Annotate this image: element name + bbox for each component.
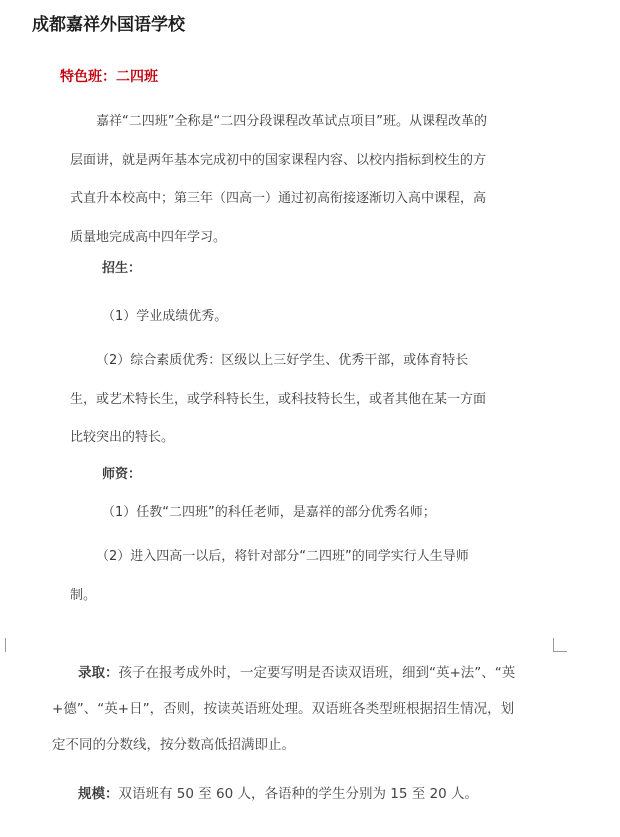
section-heading: 特色班：二四班 [60,69,158,85]
page-corner-mark-right [553,638,567,652]
faculty-item-1: （1）任教“二四班”的科任老师，是嘉祥的部分优秀名师； [102,505,436,520]
intro-paragraph: 嘉祥“二四班”全称是“二四分段课程改革试点项目”班。从课程改革的层面讲，就是两年基本完成初中的国家课程内容、以校内指标到校生的方式直升本校高中；第三年（四高一）通过初高衔接逐渐切入高中课程，高质量地完成高中四年学习。 [70,114,487,245]
scale-label: 规模： [78,786,119,802]
admission-label: 录取： [78,665,119,681]
admission-paragraph [52,655,522,763]
scale-text: 双语班有 50 至 60 人，各语种的学生分别为 15 至 20 人。 [118,786,479,802]
enrollment-item-2: （2）综合素质优秀：区级以上三好学生、优秀干部，或体育特长生，或艺术特长生，或学科特长生，或科技特长生，或者其他在某一方面比较突出的特长。 [70,353,487,445]
admission-text: 孩子在报考成外时，一定要写明是否读双语班，细到“英+法”、“英+德”、“英+日”，否则，按读英语班处理。双语班各类型班根据招生情况，划定不同的分数线，按分数高低招满即止。 [52,665,516,753]
faculty-item-2: （2）进入四高一以后，将针对部分“二四班”的同学实行人生导师制。 [70,549,469,603]
enrollment-label: 招生： [102,261,142,276]
page-corner-mark-left [5,638,6,652]
page-title: 成都嘉祥外国语学校 [32,15,185,35]
faculty-label: 师资： [102,467,142,482]
enrollment-item-1: （1）学业成绩优秀。 [102,309,228,324]
scale-paragraph [52,776,522,812]
lower-section [52,655,522,812]
